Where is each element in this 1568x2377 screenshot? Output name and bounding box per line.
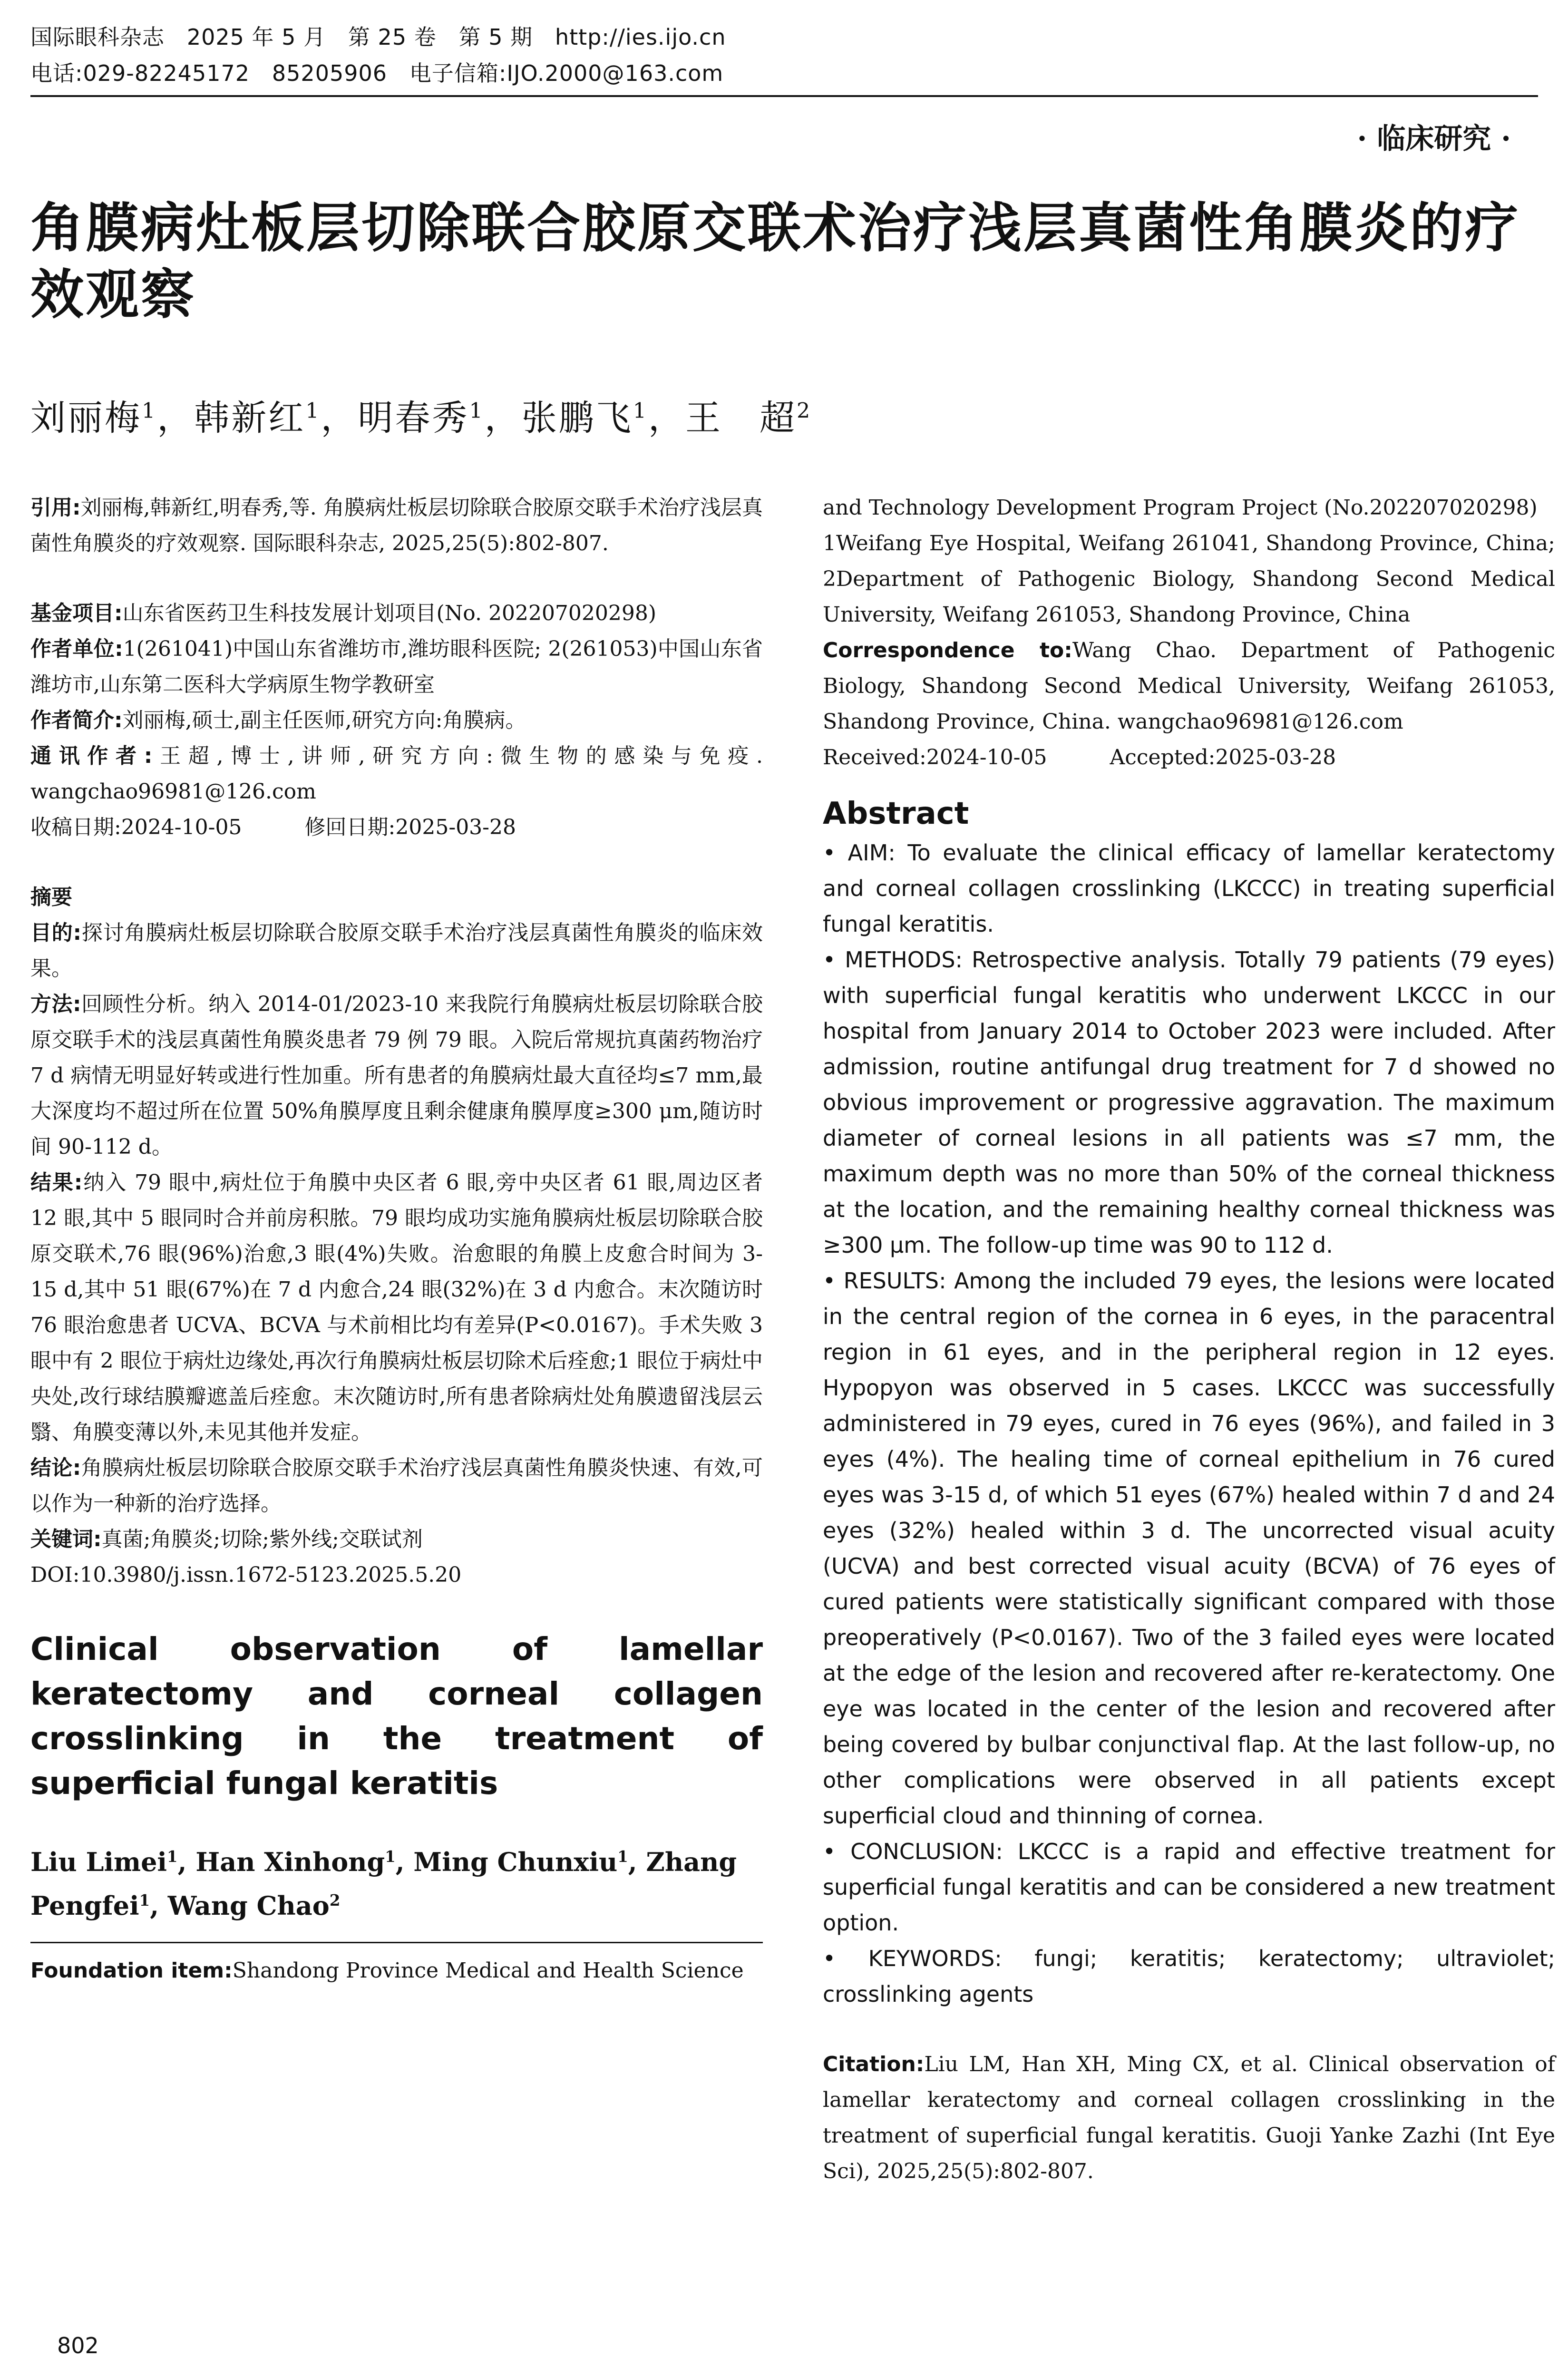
left-column: [30, 490, 763, 1988]
affiliation-mark: 1: [633, 399, 648, 423]
conclusion-text: 角膜病灶板层切除联合胶原交联手术治疗浅层真菌性角膜炎快速、有效,可以作为一种新的治疗选择。: [30, 1456, 763, 1516]
fund-text: 山东省医药卫生科技发展计划项目(No. 202207020298): [122, 601, 657, 625]
citation-label: 引用:: [30, 496, 81, 520]
author-name-en: Liu Limei: [30, 1847, 167, 1877]
affiliation-mark: 1: [469, 399, 485, 423]
affiliation-mark: 1: [305, 399, 321, 423]
section-label: · 临床研究 ·: [1357, 122, 1511, 156]
authors-en: [30, 1840, 763, 1928]
methods-text: 回顾性分析。纳入 2014-01/2023-10 来我院行角膜病灶板层切除联合胶原交联手术的浅层真菌性角膜炎患者 79 例 79 眼。入院后常规抗真菌药物治疗 7 d 病情无明显好转或进行性加重。所有患者的角膜病灶最大直径均≤7 mm,最大深度均不超过所在位置 50%角膜厚度且剩余健康角膜厚度≥300 μm,随访时间 90-112 d。: [30, 992, 763, 1159]
right-column: [823, 490, 1555, 2189]
revised-label: 修回日期:: [304, 815, 396, 839]
article-title-en: Clinical observation of lamellar keratectomy and corneal collagen crosslinking in the treatment of superficial fungal keratitis: [30, 1631, 763, 1802]
conclusion-label: 结论:: [30, 1456, 81, 1480]
article-title-cn: 角膜病灶板层切除联合胶原交联术治疗浅层真菌性角膜炎的疗效观察: [30, 197, 1520, 326]
author-name-en: Han Xinhong: [195, 1847, 385, 1877]
abstract-heading-en: Abstract: [823, 796, 969, 831]
affiliation-mark: 1: [167, 1848, 178, 1866]
keywords-text: 真菌;角膜炎;切除;紫外线;交联试剂: [101, 1527, 423, 1551]
header-rule: [30, 95, 1538, 97]
fund-label: 基金项目:: [30, 601, 123, 625]
citation-text: 刘丽梅,韩新红,明春秀,等. 角膜病灶板层切除联合胶原交联手术治疗浅层真菌性角膜炎的疗效观察. 国际眼科杂志, 2025,25(5):802-807.: [30, 496, 763, 555]
foundation-label: Foundation item:: [30, 1958, 233, 1983]
results-label: 结果:: [30, 1170, 83, 1195]
author-bio-label: 作者简介:: [30, 708, 123, 732]
author-name: 明春秀: [358, 398, 469, 438]
correspondence-label: Correspondence to:: [823, 638, 1072, 662]
author-separator: ,: [395, 1847, 414, 1877]
author-name: 张鹏飞: [521, 398, 633, 438]
author-separator: ，: [157, 398, 195, 438]
corresponding-label: 通讯作者:: [30, 744, 153, 768]
author-separator: ，: [484, 398, 522, 438]
methods-label: 方法:: [30, 992, 81, 1016]
page-number: 802: [57, 2333, 99, 2358]
authors-cn: [30, 390, 812, 440]
affiliation-mark: 1: [142, 399, 157, 423]
author-name-en: Ming Chunxiu: [413, 1847, 618, 1877]
keywords-label: 关键词:: [30, 1527, 102, 1551]
author-name-en: Zhang Pengfei: [30, 1847, 737, 1921]
doi-link[interactable]: DOI:10.3980/j.issn.1672-5123.2025.5.20: [30, 1563, 462, 1587]
author-bio-text: 刘丽梅,硕士,副主任医师,研究方向:角膜病。: [122, 708, 526, 732]
author-separator: ,: [177, 1847, 196, 1877]
aim-label: 目的:: [30, 921, 82, 945]
citation-label-en: Citation:: [823, 2052, 925, 2076]
author-separator: ,: [628, 1847, 646, 1877]
affiliation-text: 1(261041)中国山东省潍坊市,潍坊眼科医院; 2(261053)中国山东省潍坊市,山东第二医科大学病原生物学教研室: [30, 637, 763, 697]
foundation-continued: and Technology Development Program Project (No.202207020298): [823, 496, 1538, 520]
abstract-methods: • METHODS: Retrospective analysis. Totally 79 patients (79 eyes) with superficial fungal keratitis who underwent LKCCC in our hospital from January 2014 to October 2023 were included. After admission, routine antifungal drug treatment for 7 d showed no obvious improvement or progressive aggravation. The maximum diameter of corneal lesions in all patients was ≤7 mm, the maximum depth was no more than 50% of the corneal thickness at the location, and the remaining healthy corneal thickness was ≥300 μm. The follow-up time was 90 to 112 d.: [823, 947, 1555, 1258]
results-text: 纳入 79 眼中,病灶位于角膜中央区者 6 眼,旁中央区者 61 眼,周边区者 12 眼,其中 5 眼同时合并前房积脓。79 眼均成功实施角膜病灶板层切除联合胶原交联术,76 眼(96%)治愈,3 眼(4%)失败。治愈眼的角膜上皮愈合时间为 3-15 d,其中 51 眼(67%)在 7 d 内愈合,24 眼(32%)在 3 d 内愈合。末次随访时 76 眼治愈患者 UCVA、BCVA 与术前相比均有差异(P<0.0167)。手术失败 3 眼中有 2 眼位于病灶边缘处,再次行角膜病灶板层切除术后痊愈;1 眼位于病灶中央处,改行球结膜瓣遮盖后痊愈。末次随访时,所有患者除病灶处角膜遗留浅层云翳、角膜变薄以外,未见其他并发症。: [30, 1170, 763, 1444]
affiliation-mark: 1: [617, 1848, 628, 1866]
journal-header-line1: 国际眼科杂志 2025 年 5 月 第 25 卷 第 5 期 http://ies.ijo.cn: [30, 24, 726, 50]
author-separator: ,: [150, 1890, 168, 1921]
abstract-aim: • AIM: To evaluate the clinical efficacy of lamellar keratectomy and corneal collagen crosslinking (LKCCC) in treating superficial fungal keratitis.: [823, 840, 1555, 937]
article-meta-en: [823, 490, 1555, 775]
divider: [30, 1942, 763, 1943]
author-name: 王 超: [685, 398, 797, 438]
abstract-cn: [30, 879, 763, 1593]
foundation-text: Shandong Province Medical and Health Science: [232, 1958, 744, 1983]
author-separator: ，: [321, 398, 358, 438]
citation-text-en: Liu LM, Han XH, Ming CX, et al. Clinical observation of lamellar keratectomy and corneal collagen crosslinking in the treatment of superficial fungal keratitis. Guoji Yanke Zazhi (Int Eye Sci), 2025,25(5):802-807.: [823, 2052, 1555, 2183]
citation-en: [823, 2046, 1555, 2189]
author-name: 韩新红: [194, 398, 306, 438]
author-separator: ，: [648, 398, 685, 438]
received-label: 收稿日期:: [30, 815, 121, 839]
affiliation-mark: 1: [385, 1848, 396, 1866]
aim-text: 探讨角膜病灶板层切除联合胶原交联手术治疗浅层真菌性角膜炎的临床效果。: [30, 921, 763, 981]
accepted-en: Accepted:2025-03-28: [1110, 745, 1336, 770]
abstract-conclusion: • CONCLUSION: LKCCC is a rapid and effective treatment for superficial fungal keratitis and can be considered a new treatment option.: [823, 1839, 1555, 1936]
corresponding-text: 王超,博士,讲师,研究方向:微生物的感染与免疫. wangchao96981@126.com: [30, 744, 763, 804]
foundation-en: [30, 1953, 763, 1988]
affiliation-mark: 1: [139, 1891, 150, 1909]
abstract-heading-cn: 摘要: [30, 885, 72, 909]
author-name: 刘丽梅: [30, 398, 142, 438]
affiliation-mark: 2: [797, 399, 812, 423]
received-en: Received:2024-10-05: [823, 745, 1047, 770]
abstract-keywords: • KEYWORDS: fungi; keratitis; keratectomy; ultraviolet; crosslinking agents: [823, 1946, 1555, 2007]
revised-date: 2025-03-28: [395, 815, 516, 839]
abstract-results: • RESULTS: Among the included 79 eyes, the lesions were located in the central region of the cornea in 6 eyes, in the paracentral region in 61 eyes, and in the peripheral region in 12 eyes. Hypopyon was observed in 5 cases. LKCCC was successfully administered in 79 eyes, cured in 76 eyes (96%), and failed in 3 eyes (4%). The healing time of corneal epithelium in 76 cured eyes was 3-15 d, of which 51 eyes (67%) healed within 7 d and 24 eyes (32%) healed within 3 d. The uncorrected visual acuity (UCVA) and best corrected visual acuity (BCVA) of 76 eyes of cured patients were statistically significant compared with those preoperatively (P<0.0167). Two of the 3 failed eyes were located at the edge of the lesion and recovered after re-keratectomy. One eye was located in the center of the lesion and recovered after being covered by bulbar conjunctival flap. At the last follow-up, no other complications were observed in all patients except superficial cloud and thinning of cornea.: [823, 1268, 1555, 1829]
journal-header: [30, 19, 1538, 97]
correspondence-text: Wang Chao. Department of Pathogenic Biology, Shandong Second Medical University, Weifang 261053, Shandong Province, China. wangchao96981@126.com: [823, 638, 1556, 734]
article-meta-cn: [30, 595, 763, 845]
author-name-en: Wang Chao: [167, 1890, 330, 1921]
journal-header-line2: 电话:029-82245172 85205906 电子信箱:IJO.2000@163.com: [30, 60, 724, 86]
affiliation-en: 1Weifang Eye Hospital, Weifang 261041, Shandong Province, China; 2Department of Pathogenic Biology, Shandong Second Medical University, Weifang 261053, Shandong Province, China: [823, 531, 1555, 627]
citation-cn: [30, 490, 763, 561]
affiliation-label: 作者单位:: [30, 637, 123, 661]
affiliation-mark: 2: [329, 1891, 341, 1909]
received-date: 2024-10-05: [121, 815, 242, 839]
